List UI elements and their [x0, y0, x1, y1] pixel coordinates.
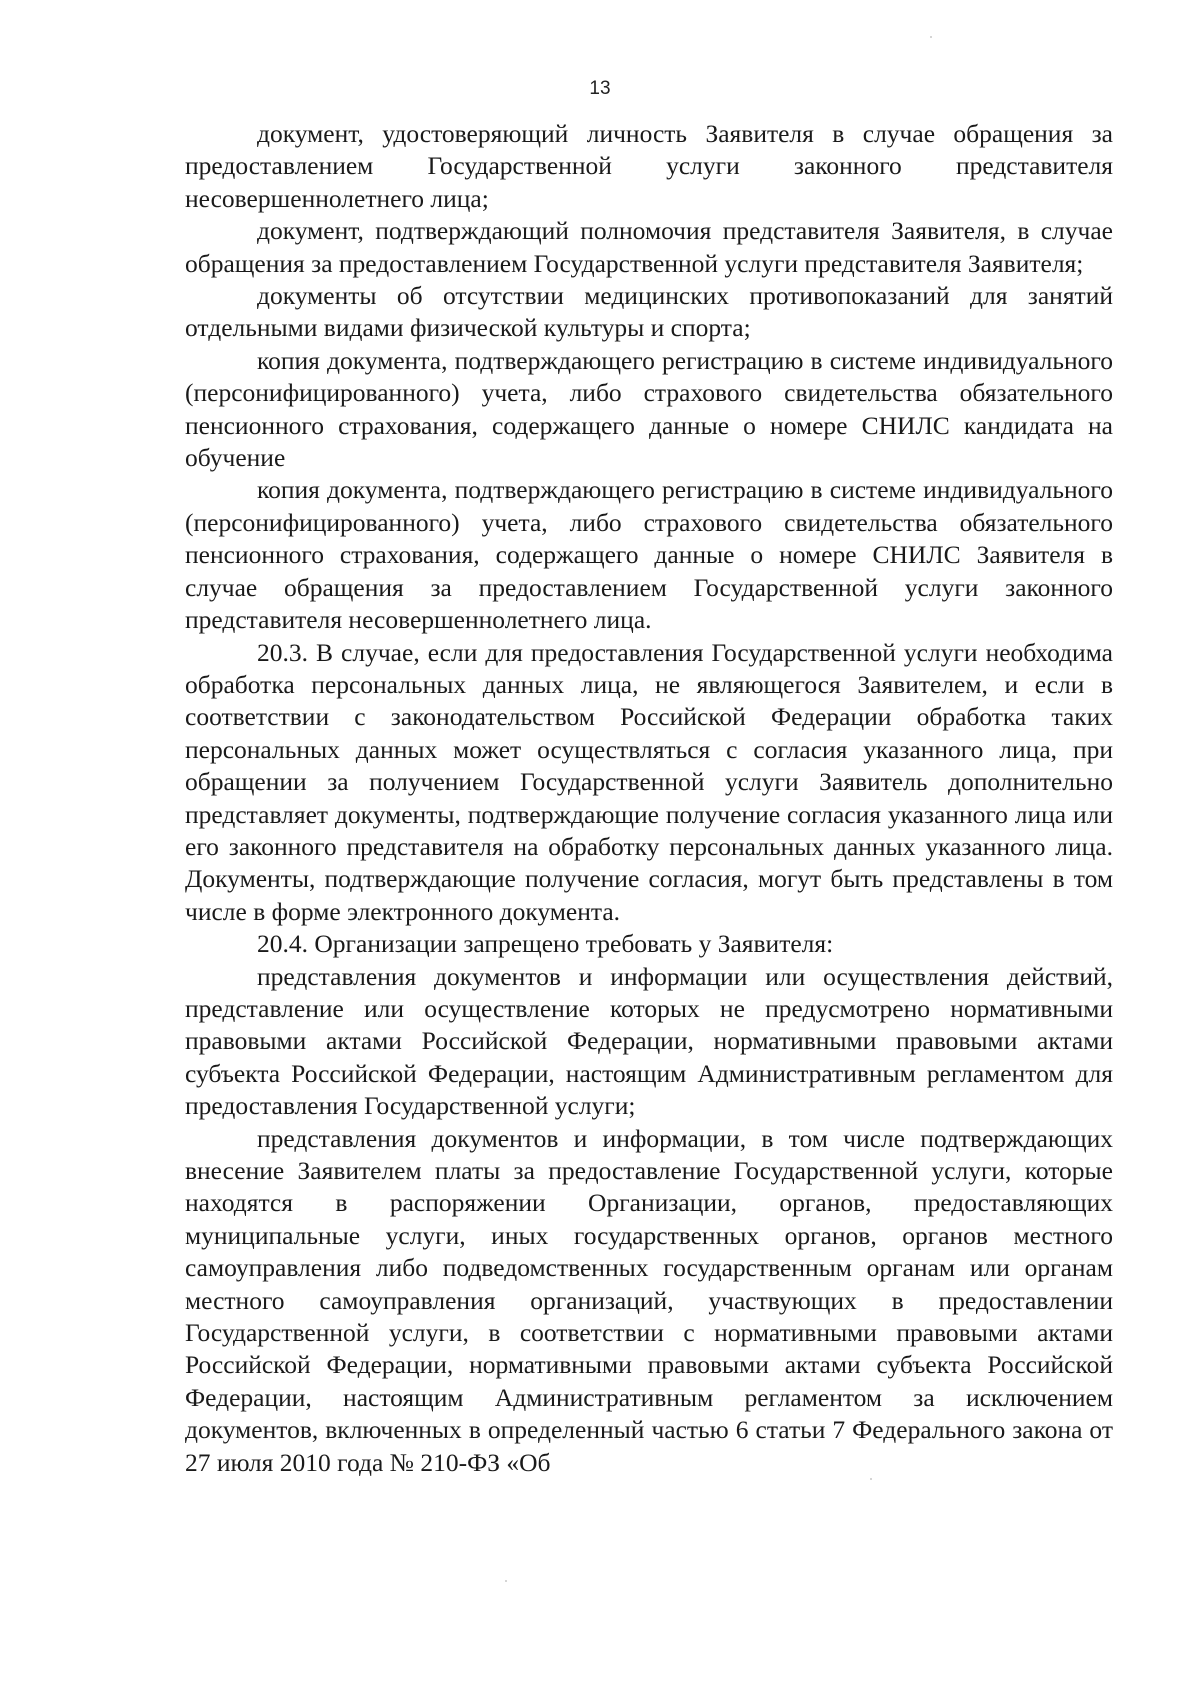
scan-speck: [870, 1478, 872, 1480]
scan-speck: [930, 36, 932, 38]
document-body: [185, 118, 1113, 1479]
paragraph-authority-document: документ, подтверждающий полномочия представителя Заявителя, в случае обращения за предоставлением Государственной услуги представителя Заявителя;: [185, 216, 1113, 278]
paragraph-medical-documents: документы об отсутствии медицинских противопоказаний для занятий отдельными видами физической культуры и спорта;: [185, 281, 1113, 343]
paragraph-section-20-4: 20.4. Организации запрещено требовать у Заявителя:: [257, 929, 834, 959]
paragraph-snils-candidate: копия документа, подтверждающего регистрацию в системе индивидуального (персонифицированного) учета, либо страхового свидетельства обязательного пенсионного страхования, содержащего данные о номере СНИЛС кандидата на обучение: [185, 345, 1113, 473]
page-number: 13: [589, 78, 611, 99]
paragraph-identity-document: документ, удостоверяющий личность Заявителя в случае обращения за предоставлением Государственной услуги законного представителя несовершеннолетнего лица;: [185, 119, 1113, 213]
paragraph-section-20-3: 20.3. В случае, если для предоставления Государственной услуги необходима обработка персональных данных лица, не являющегося Заявителем, и если в соответствии с законодательством Российской Федерации обработка таких персональных данных может осуществляться с согласия указанного лица, при обращении за получением Государственной услуги Заявитель дополнительно представляет документы, подтверждающие получение согласия указанного лица или его законного представителя на обработку персональных данных указанного лица. Документы, подтверждающие получение согласия, могут быть представлены в том числе в форме электронного документа.: [185, 637, 1113, 926]
paragraph-prohibited-actions: представления документов и информации или осуществления действий, представление или осуществление которых не предусмотрено нормативными правовыми актами Российской Федерации, нормативными правовыми актами субъекта Российской Федерации, настоящим Административным регламентом для предоставления Государственной услуги;: [185, 961, 1113, 1121]
scan-speck: [505, 1580, 507, 1582]
paragraph-snils-applicant: копия документа, подтверждающего регистрацию в системе индивидуального (персонифицированного) учета, либо страхового свидетельства обязательного пенсионного страхования, содержащего данные о номере СНИЛС Заявителя в случае обращения за предоставлением Государственной услуги законного представителя несовершеннолетнего лица.: [185, 475, 1113, 635]
paragraph-prohibited-documents: представления документов и информации, в том числе подтверждающих внесение Заявителем платы за предоставление Государственной услуги, которые находятся в распоряжении Организации, органов, предоставляющих муниципальные услуги, иных государственных органов, органов местного самоуправления либо подведомственных государственным органам или органам местного самоуправления организаций, участвующих в предоставлении Государственной услуги, в соответствии с нормативными правовыми актами Российской Федерации, нормативными правовыми актами субъекта Российской Федерации, настоящим Административным регламентом за исключением документов, включенных в определенный частью 6 статьи 7 Федерального закона от 27 июля 2010 года № 210-ФЗ «Об: [185, 1123, 1113, 1477]
